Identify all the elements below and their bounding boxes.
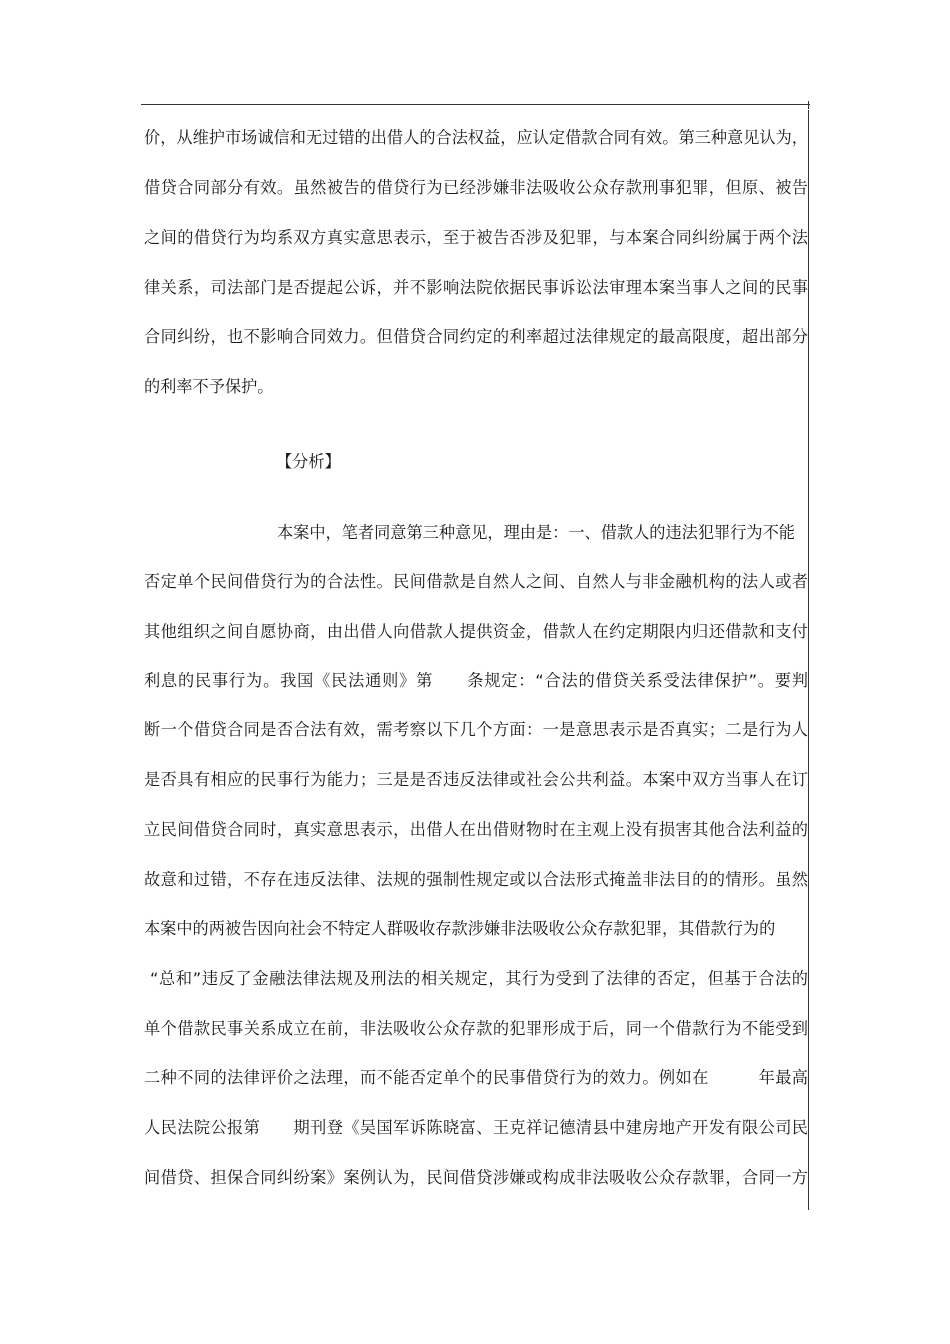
text-line: 断一个借贷合同是否合法有效，需考察以下几个方面：一是意思表示是否真实；二是行为人 [144,720,809,739]
text-line: 立民间借贷合同时，真实意思表示，出借人在出借财物时在主观上没有损害其他合法利益的 [144,820,809,839]
text-line: 本案中的两被告因向社会不特定人群吸收存款涉嫌非法吸收公众存款犯罪，其借款行为的 [144,919,776,938]
text-line: 故意和过错，不存在违反法律、法规的强制性规定或以合法形式掩盖非法目的的情形。虽然 [144,870,809,889]
text-line: 间借贷、担保合同纠纷案》案例认为，民间借贷涉嫌或构成非法吸收公众存款罪，合同一方 [144,1168,809,1187]
text-line: 二种不同的法律评价之法理，而不能否定单个的民事借贷行为的效力。例如在 年最高 [144,1068,809,1087]
text-line: 之间的借贷行为均系双方真实意思表示，至于被告否涉及犯罪，与本案合同纠纷属于两个法 [144,228,809,247]
top-rule-tick [808,101,809,109]
text-line: 单个借款民事关系成立在前，非法吸收公众存款的犯罪形成于后，同一个借款行为不能受到 [144,1019,809,1038]
text-line: 价，从维护市场诚信和无过错的出借人的合法权益，应认定借款合同有效。第三种意见认为， [144,128,809,147]
text-line: 是否具有相应的民事行为能力；三是是否违反法律或社会公共利益。本案中双方当事人在订 [144,770,809,789]
text-line: 利息的民事行为。我国《民法通则》第 条规定：“合法的借贷关系受法律保护”。要判 [144,671,809,690]
text-line: 人民法院公报第 期刊登《吴国军诉陈晓富、王克祥记德清县中建房地产开发有限公司民 [144,1118,809,1137]
text-line: 律关系，司法部门是否提起公诉，并不影响法院依据民事诉讼法审理本案当事人之间的民事 [144,278,809,297]
text-line: 的利率不予保护。 [144,377,274,396]
text-line: 否定单个民间借贷行为的合法性。民间借款是自然人之间、自然人与非金融机构的法人或者 [144,572,809,591]
right-margin-rule [808,110,809,1210]
text-line: “总和”违反了金融法律法规及刑法的相关规定，其行为受到了法律的否定，但基于合法的 [150,969,809,988]
text-line: 本案中，笔者同意第三种意见，理由是：一、借款人的违法犯罪行为不能 [277,523,795,542]
text-line: 其他组织之间自愿协商，由出借人向借款人提供资金，借款人在约定期限内归还借款和支付 [144,622,809,641]
text-line: 借贷合同部分有效。虽然被告的借贷行为已经涉嫌非法吸收公众存款刑事犯罪，但原、被告 [144,178,809,197]
top-rule [141,104,810,105]
section-heading-analysis: 【分析】 [276,452,341,471]
text-line: 合同纠纷，也不影响合同效力。但借贷合同约定的利率超过法律规定的最高限度，超出部分 [144,327,809,346]
